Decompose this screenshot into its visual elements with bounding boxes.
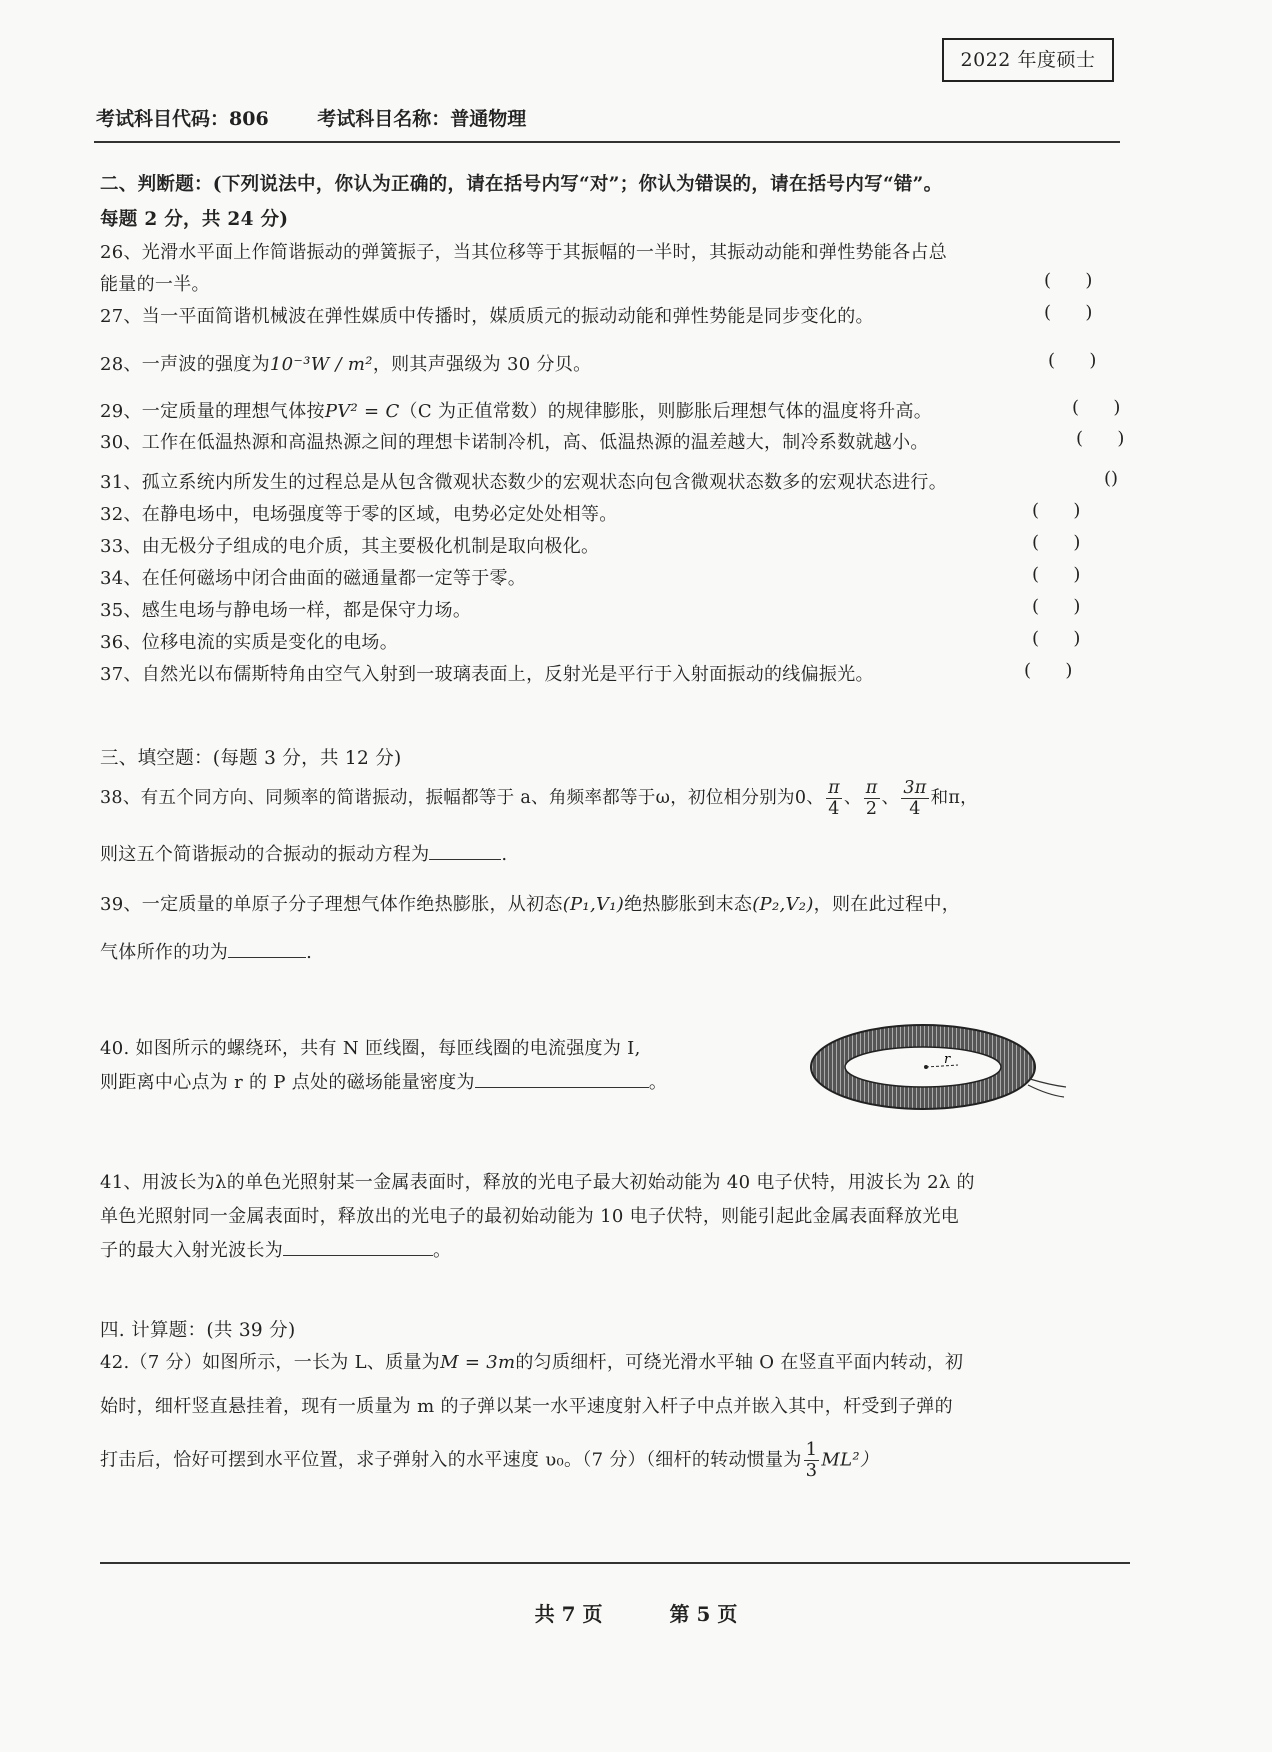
answer-box-29: ( ) — [1072, 397, 1121, 418]
subject-name: 考试科目名称：普通物理 — [317, 108, 527, 130]
question-42-line1 — [100, 1348, 963, 1374]
answer-box-34: ( ) — [1032, 564, 1081, 585]
q38-zero: 0、 — [794, 788, 825, 808]
q40-prompt: 则距离中心点为 r 的 P 点处的磁场能量密度为 — [100, 1072, 475, 1093]
question-31: 31、孤立系统内所发生的过程总是从包含微观状态数少的宏观状态向包含微观状态数多的宏观状态进行。 — [100, 472, 947, 493]
answer-box-26: ( ) — [1044, 270, 1093, 291]
q42-inertia-formula: ML²） — [821, 1449, 879, 1471]
answer-blank-38[interactable] — [429, 843, 501, 860]
question-26-line2: 能量的一半。 — [100, 274, 210, 295]
question-28 — [100, 350, 591, 376]
question-35: 35、感生电场与静电场一样，都是保守力场。 — [100, 600, 472, 621]
footer-divider — [100, 1562, 1130, 1564]
q29-formula: PV² = C — [324, 401, 400, 422]
q39-text: 39、一定质量的单原子分子理想气体作绝热膨胀，从初态 — [100, 894, 563, 915]
inertia-fraction: $\frac{1}{3}$ — [805, 1439, 818, 1481]
q40-end: 。 — [648, 1072, 668, 1093]
question-30: 30、工作在低温热源和高温热源之间的理想卡诺制冷机，高、低温热源的温差越大，制冷系数就越小。 — [100, 432, 929, 453]
section2-scoring: 每题 2 分，共 24 分) — [100, 209, 289, 230]
toroid-coil-figure — [808, 1015, 1070, 1119]
question-38-line1 — [100, 778, 978, 819]
question-42-line2: 始时，细杆竖直悬挂着，现有一质量为 m 的子弹以某一水平速度射入杆子中点并嵌入其中，杆受到子弹的 — [100, 1396, 953, 1417]
q28-text-end: ，则其声强级为 30 分贝。 — [372, 354, 592, 375]
question-32: 32、在静电场中，电场强度等于零的区域，电势必定处处相等。 — [100, 504, 618, 525]
question-41-line2: 单色光照射同一金属表面时，释放出的光电子的最初始动能为 10 电子伏特，则能引起此金属表面释放光电 — [100, 1206, 960, 1227]
answer-blank-39[interactable] — [228, 941, 306, 958]
exam-header — [96, 104, 568, 131]
answer-box-30: ( ) — [1076, 428, 1125, 449]
q42-text-end: 的匀质细杆，可绕光滑水平轴 O 在竖直平面内转动，初 — [515, 1352, 964, 1373]
answer-box-27: ( ) — [1044, 302, 1093, 323]
question-40-line1: 40. 如图所示的螺绕环，共有 N 匝线圈，每匝线圈的电流强度为 I, — [100, 1038, 641, 1059]
page-number: 第 5 页 — [669, 1602, 738, 1626]
q41-prompt: 子的最大入射光波长为 — [100, 1240, 283, 1261]
q28-formula: 10⁻³W / m² — [269, 354, 373, 375]
question-38-line2 — [100, 840, 507, 866]
section2-title: 二、判断题：(下列说法中，你认为正确的，请在括号内写“对”；你认为错误的，请在括号内写“错”。 — [100, 174, 943, 195]
question-41-line1: 41、用波长为λ的单色光照射某一金属表面时，释放的光电子最大初始动能为 40 电子伏特，用波长为 2λ 的 — [100, 1172, 975, 1193]
q38-tail: 和π， — [930, 788, 978, 808]
question-33: 33、由无极分子组成的电介质，其主要极化机制是取向极化。 — [100, 536, 600, 557]
q39-post: ，则在此过程中， — [813, 894, 961, 915]
q39-prompt: 气体所作的功为 — [100, 942, 229, 963]
q38-end: . — [501, 844, 508, 865]
q39-initial-state: (P₁,V₁) — [562, 894, 625, 915]
year-label: 2022 年度硕士 — [942, 38, 1114, 82]
answer-blank-41[interactable] — [283, 1239, 433, 1256]
q42-prompt: 打击后，恰好可摆到水平位置，求子弹射入的水平速度 υ₀。（7 分）（细杆的转动惯量为 — [100, 1449, 802, 1471]
section3-title: 三、填空题：(每题 3 分，共 12 分) — [100, 748, 402, 769]
q29-text-end: （C 为正值常数）的规律膨胀，则膨胀后理想气体的温度将升高。 — [399, 401, 933, 422]
question-40-line2 — [100, 1068, 667, 1094]
total-pages: 共 7 页 — [534, 1602, 603, 1626]
lead-wire-1 — [1028, 1085, 1064, 1097]
answer-box-36: ( ) — [1032, 628, 1081, 649]
answer-box-31: () — [1104, 468, 1119, 489]
q39-final-state: (P₂,V₂) — [752, 894, 814, 915]
answer-box-32: ( ) — [1032, 500, 1081, 521]
lead-wire-2 — [1030, 1079, 1066, 1087]
answer-box-37: ( ) — [1024, 660, 1073, 681]
page-footer — [0, 1598, 1272, 1627]
question-29 — [100, 397, 932, 423]
q28-text: 28、一声波的强度为 — [100, 354, 270, 375]
question-39-line2 — [100, 938, 312, 964]
phase-fraction-pi-2: $\frac{\pi}{2}$ — [865, 778, 878, 819]
q38-separator: 、 — [881, 788, 900, 808]
question-42-line3 — [100, 1440, 878, 1481]
question-26-line1: 26、光滑水平面上作简谐振动的弹簧振子，当其位移等于其振幅的一半时，其振动动能和弹性势能各占总 — [100, 242, 947, 263]
q38-prompt: 则这五个简谐振动的合振动的振动方程为 — [100, 844, 430, 865]
q41-end: 。 — [433, 1240, 452, 1261]
section4-title: 四. 计算题：(共 39 分) — [100, 1320, 296, 1341]
q39-mid: 绝热膨胀到末态 — [624, 894, 753, 915]
answer-box-28: ( ) — [1048, 350, 1097, 371]
question-34: 34、在任何磁场中闭合曲面的磁通量都一定等于零。 — [100, 568, 527, 589]
toroid-inner-hole — [845, 1047, 1001, 1087]
question-41-line3 — [100, 1236, 451, 1262]
question-39-line1 — [100, 890, 960, 916]
q29-text: 29、一定质量的理想气体按 — [100, 401, 325, 422]
answer-blank-40[interactable] — [475, 1071, 649, 1088]
answer-box-33: ( ) — [1032, 532, 1081, 553]
q38-separator: 、 — [843, 788, 862, 808]
phase-fraction-3pi-4: $\frac{3\pi}{4}$ — [903, 778, 927, 819]
q39-end: . — [306, 942, 313, 963]
question-27: 27、当一平面简谐机械波在弹性媒质中传播时，媒质质元的振动动能和弹性势能是同步变化的。 — [100, 306, 874, 327]
question-36: 36、位移电流的实质是变化的电场。 — [100, 632, 399, 653]
radius-label: r — [944, 1052, 951, 1067]
q42-formula: M = 3m — [440, 1352, 516, 1373]
phase-fraction-pi-4: $\frac{\pi}{4}$ — [828, 778, 840, 819]
header-divider — [94, 141, 1120, 143]
q42-text: 42.（7 分）如图所示，一长为 L、质量为 — [100, 1352, 441, 1373]
question-37: 37、自然光以布儒斯特角由空气入射到一玻璃表面上，反射光是平行于入射面振动的线偏振光。 — [100, 664, 874, 685]
q38-text: 38、有五个同方向、同频率的简谐振动，振幅都等于 a、角频率都等于ω，初位相分别为 — [100, 788, 795, 808]
answer-box-35: ( ) — [1032, 596, 1081, 617]
subject-code: 考试科目代码：806 — [96, 108, 269, 130]
